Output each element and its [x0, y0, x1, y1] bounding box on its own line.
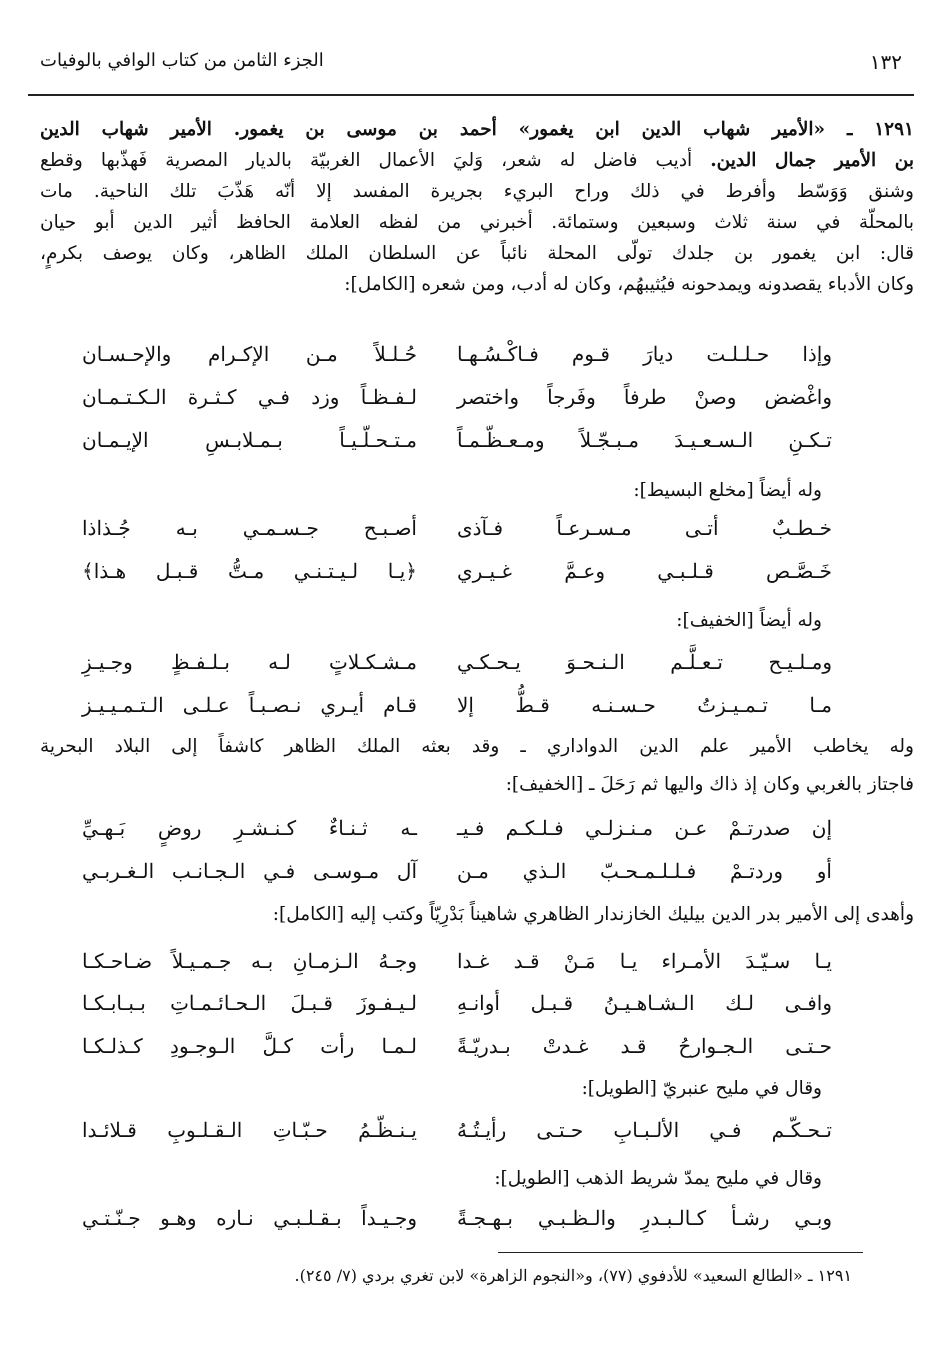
- entry-line: [40, 239, 914, 269]
- verse-hemistich-left: لـمـا رأت كـلَّ الـوجـودِ كـذلـكـا: [82, 1034, 417, 1058]
- poem-intro: وقال في مليح عنبريّ [الطويل]:: [581, 1078, 822, 1099]
- poem-intro: وله أيضاً [مخلع البسيط]:: [633, 480, 822, 501]
- verse-hemistich-left: يـنـظّـمُ حـبّـاتِ الـقـلـوبِ قـلائـدا: [82, 1118, 417, 1142]
- entry-line: [40, 146, 914, 176]
- entry-line: [40, 208, 914, 238]
- footnote-rule: [498, 1252, 863, 1253]
- verse-hemistich-left: وجـيـداً بـقـلـبـي نـاره وهـو جـنّـتـي: [82, 1206, 417, 1230]
- verse-hemistich-right: ومـلـيـح تـعـلَّـم الـنـحـوَ يـحـكـي: [457, 650, 832, 674]
- entry-heading: بن الأمير جمال الدين.: [710, 150, 914, 171]
- entry-line: [40, 177, 914, 207]
- footnote: ١٢٩١ ـ «الطالع السعيد» للأدفوي (٧٧)، و«النجوم الزاهرة» لابن تغري بردي (٧/ ٢٤٥).: [294, 1266, 852, 1285]
- verse-hemistich-left: مـشـكـلاتٍ لـه بـلـفـظٍ وجـيـزِ: [82, 650, 417, 674]
- verse-hemistich-right: وإذا حـلـلـت ديارَ قـوم فـاكْـسُـهـا: [457, 342, 832, 366]
- page-number: ١٣٢: [869, 50, 902, 74]
- verse-hemistich-right: يـا سـيّـدَ الأمـراء يـا مَـنْ قـد غـدا: [457, 949, 832, 973]
- verse-hemistich-right: واغْضض وصنْ طرفاً وفَرجاً واختصر: [457, 385, 832, 409]
- entry-text: بالمحلّة في سنة ثلاث وسبعين وستمائة. أخبرني من لفظه العلامة الحافظ أثير الدين أبو حيان: [40, 212, 914, 233]
- verse-hemistich-right: وبـي رشـأ كـالـبـدرِ والـظـبـي بـهـجـةً: [457, 1206, 832, 1230]
- prose-line: وله يخاطب الأمير علم الدين الدواداري ـ وقد بعثه الملك الظاهر كاشفاً إلى البلاد البحرية: [40, 736, 914, 757]
- verse-hemistich-right: حـتـى الـجـوارحُ قـد غـدتْ بـدريّـةً: [457, 1034, 832, 1058]
- verse-hemistich-right: إن صدرتـمْ عـن مـنـزلـي فـلـكـم فـيـ: [457, 816, 832, 840]
- verse-hemistich-left: مـتـحـلّـيـاً بـمـلابـسِ الإيـمـان: [82, 428, 417, 452]
- verse-hemistich-left: ﴿يـا لـيـتـنـي مـتُّ قـبـل هـذا﴾: [82, 559, 417, 583]
- entry-line: [40, 115, 914, 145]
- verse-hemistich-right: أو وردتـمْ فـلـلـمـحـبّ الـذي مـن: [457, 859, 832, 883]
- verse-hemistich-left: ـه ثـنـاءٌ كـنـشـرِ روضٍ بَـهـيِّ: [82, 816, 417, 840]
- verse-hemistich-left: لـفـظـاً وزد فـي كـثـرة الـكـتـمـان: [82, 385, 417, 409]
- entry-text: وكان الأدباء يقصدونه ويمدحونه فيُثيبهُم، وكان له أدب، ومن شعره [الكامل]:: [344, 274, 914, 295]
- running-title: الجزء الثامن من كتاب الوافي بالوفيات: [40, 50, 324, 71]
- verse-hemistich-right: مـا تـمـيـزتُ حـسـنـه قـطُّ إلا: [457, 693, 832, 717]
- verse-hemistich-right: تـحـكّـم فـي الألـبـابِ حـتـى رأيـتُـهُ: [457, 1118, 832, 1142]
- verse-hemistich-left: لـيـفـوزَ قـبـلَ الـحـائـمـاتِ بـبـابـكـا: [82, 991, 417, 1015]
- verse-hemistich-left: وجـهُ الـزمـانِ بـه جـمـيـلاً ضـاحـكـا: [82, 949, 417, 973]
- entry-line: [40, 270, 914, 300]
- entry-heading: ١٢٩١ ـ «الأمير شهاب الدين ابن يغمور» أحمد بن موسى بن يغمور. الأمير شهاب الدين: [40, 119, 914, 140]
- prose-line: فاجتاز بالغربي وكان إذ ذاك واليها ثم رَحَلَ ـ [الخفيف]:: [505, 774, 914, 795]
- verse-hemistich-right: تـكـنِ الـسـعـيـدَ مـبـجّـلاً ومـعـظّـمـاً: [457, 428, 832, 452]
- entry-text: أديب فاضل له شعر، وَليَ الأعمال الغربيّة بالديار المصرية فَهذّبها وقطع: [40, 150, 711, 171]
- verse-hemistich-right: خـطـبٌ أتـى مـسـرعـاً فـآذى: [457, 516, 832, 540]
- header-rule: [28, 94, 914, 96]
- poem-intro: وقال في مليح يمدّ شريط الذهب [الطويل]:: [494, 1168, 822, 1189]
- entry-text: وشنق وَوَسّط وأفرط في ذلك وراح البريء بجريرة المفسد إلا أنّه هَذّبَ تلك الناحية. مات: [40, 181, 914, 202]
- verse-hemistich-left: حُـلـلاً مـن الإكـرام والإحـسـان: [82, 342, 417, 366]
- verse-hemistich-left: أصـبـح جـسـمـي بـه جُـذاذا: [82, 516, 417, 540]
- prose-line: وأهدى إلى الأمير بدر الدين بيليك الخازندار الظاهري شاهيناً بَدْرِيّاً وكتب إليه [الكامل]:: [272, 904, 914, 925]
- verse-hemistich-left: آل مـوسـى فـي الـجـانـب الـغـربـي: [82, 859, 417, 883]
- verse-hemistich-right: خَـصَّـص قـلـبـي وعـمَّ غـيـري: [457, 559, 832, 583]
- entry-text: قال: ابن يغمور بن جلدك تولّى المحلة نائباً عن السلطان الملك الظاهر، وكان يوصف بكرمٍ،: [40, 243, 914, 264]
- poem-intro: وله أيضاً [الخفيف]:: [676, 610, 822, 631]
- verse-hemistich-right: وافـى لـك الـشـاهـيـنُ قـبـل أوانـهِ: [457, 991, 832, 1015]
- verse-hemistich-left: قـام أيـري نـصـبـاً عـلـى الـتـمـيـيـز: [82, 693, 417, 717]
